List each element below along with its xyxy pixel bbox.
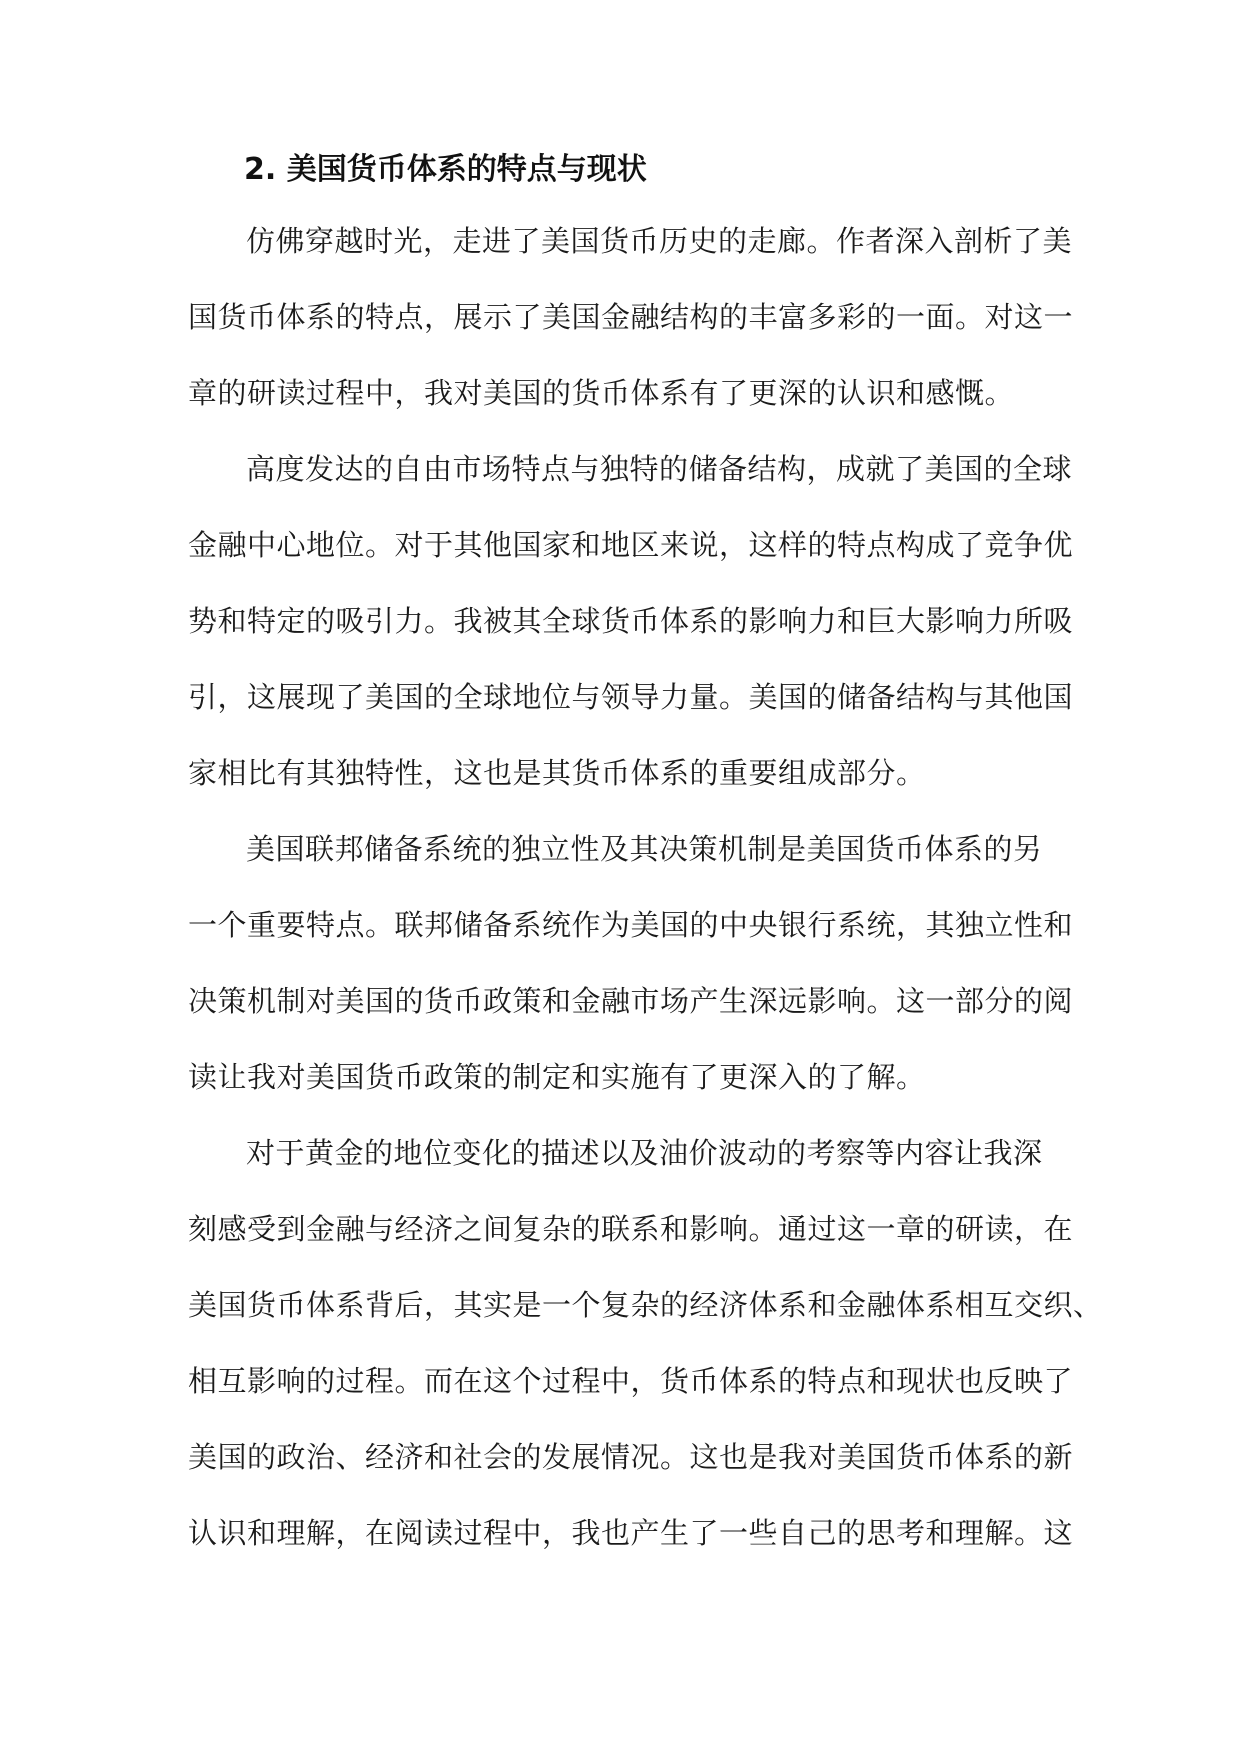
paragraph-line: 国货币体系的特点，展示了美国金融结构的丰富多彩的一面。对这一 — [188, 300, 1074, 334]
paragraph-3 — [188, 827, 1074, 1131]
paragraph-line: 相互影响的过程。而在这个过程中，货币体系的特点和现状也反映了 — [188, 1364, 1074, 1398]
section-heading: 2. 美国货币体系的特点与现状 — [244, 152, 647, 187]
paragraph-line: 对于黄金的地位变化的描述以及油价波动的考察等内容让我深 — [246, 1136, 1043, 1170]
paragraph-1 — [188, 219, 1074, 447]
paragraph-line: 一个重要特点。联邦储备系统作为美国的中央银行系统，其独立性和 — [188, 908, 1074, 942]
paragraph-line: 决策机制对美国的货币政策和金融市场产生深远影响。这一部分的阅 — [188, 984, 1074, 1018]
paragraph-line: 美国联邦储备系统的独立性及其决策机制是美国货币体系的另 — [246, 832, 1043, 866]
paragraph-line: 刻感受到金融与经济之间复杂的联系和影响。通过这一章的研读，在 — [188, 1212, 1074, 1246]
paragraph-2 — [188, 447, 1074, 827]
paragraph-line: 仿佛穿越时光，走进了美国货币历史的走廊。作者深入剖析了美 — [246, 224, 1073, 258]
paragraph-line: 认识和理解，在阅读过程中，我也产生了一些自己的思考和理解。这 — [188, 1516, 1074, 1550]
paragraph-line: 美国货币体系背后，其实是一个复杂的经济体系和金融体系相互交织、 — [188, 1288, 1103, 1322]
paragraph-line: 家相比有其独特性，这也是其货币体系的重要组成部分。 — [188, 756, 926, 790]
paragraph-line: 读让我对美国货币政策的制定和实施有了更深入的了解。 — [188, 1060, 926, 1094]
paragraph-line: 美国的政治、经济和社会的发展情况。这也是我对美国货币体系的新 — [188, 1440, 1074, 1474]
paragraph-line: 引，这展现了美国的全球地位与领导力量。美国的储备结构与其他国 — [188, 680, 1074, 714]
body-text — [188, 219, 1103, 1587]
paragraph-line: 高度发达的自由市场特点与独特的储备结构，成就了美国的全球 — [246, 452, 1073, 486]
paragraph-line: 势和特定的吸引力。我被其全球货币体系的影响力和巨大影响力所吸 — [188, 604, 1074, 638]
paragraph-4 — [188, 1131, 1103, 1587]
paragraph-line: 金融中心地位。对于其他国家和地区来说，这样的特点构成了竞争优 — [188, 528, 1074, 562]
paragraph-line: 章的研读过程中，我对美国的货币体系有了更深的认识和感慨。 — [188, 376, 1015, 410]
